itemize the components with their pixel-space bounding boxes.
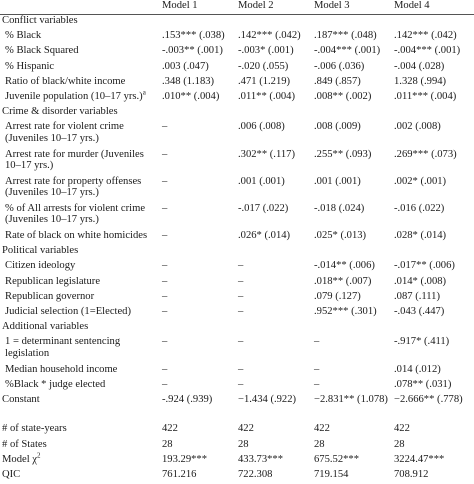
- cell-model-3: [312, 15, 392, 31]
- cell-model-1: [160, 321, 236, 336]
- cell-model-2: [236, 321, 312, 336]
- cell-model-4: .269*** (.073): [394, 148, 457, 160]
- superscript: 2: [37, 451, 41, 460]
- cell-model-2: [236, 15, 312, 31]
- header-cell-model-2: Model 2: [238, 0, 274, 11]
- cell-model-4: -.917* (.411): [394, 336, 450, 348]
- cell-model-2: –: [238, 290, 244, 302]
- cell-model-2: –: [238, 260, 244, 272]
- row-label: [0, 230, 160, 245]
- row-label: [0, 291, 160, 306]
- cell-model-4: .014 (.012): [394, 363, 441, 375]
- cell-model-4: [392, 245, 474, 260]
- table-row: [0, 409, 474, 423]
- table-row: [0, 91, 474, 106]
- section-row: [0, 106, 474, 121]
- table-row: [0, 121, 474, 148]
- cell-model-4: -.017** (.006): [394, 260, 455, 272]
- header-row: [0, 0, 474, 15]
- cell-model-1: –: [162, 275, 168, 287]
- cell-model-2: 433.73***: [238, 453, 284, 465]
- cell-model-3: −2.831** (1.078): [314, 393, 388, 405]
- header-cell-model-4: Model 4: [394, 0, 430, 11]
- cell-model-3: 675.52***: [314, 453, 360, 465]
- cell-model-2: 722.308: [238, 468, 273, 480]
- table-row: [0, 276, 474, 291]
- cell-model-1: 422: [162, 423, 178, 435]
- cell-model-1: –: [162, 378, 168, 390]
- row-label-text: # of state-years: [2, 423, 67, 435]
- row-label-text: Republican legislature: [5, 275, 101, 287]
- cell-model-1: .348 (1.183): [162, 75, 215, 87]
- cell-model-3: 422: [314, 423, 330, 435]
- cell-model-1: 761.216: [162, 468, 197, 480]
- cell-model-1: [160, 106, 236, 121]
- cell-model-2: –: [238, 275, 244, 287]
- cell-model-4: 422: [394, 423, 410, 435]
- cell-model-4: -.004*** (.001): [394, 45, 461, 57]
- table-row: [0, 176, 474, 203]
- header-cell-model-1: Model 1: [162, 0, 198, 11]
- cell-model-2: −1.434 (.922): [238, 393, 297, 405]
- cell-model-1: –: [162, 148, 168, 160]
- cell-model-1: 193.29***: [162, 453, 208, 465]
- cell-model-1: .010** (.004): [162, 90, 220, 102]
- cell-model-2: -.003* (.001): [238, 45, 294, 57]
- cell-model-1: –: [162, 260, 168, 272]
- table-row: [0, 379, 474, 394]
- cell-model-3: 28: [314, 438, 325, 450]
- cell-model-4: 28: [394, 438, 405, 450]
- cell-model-3: .255** (.093): [314, 148, 372, 160]
- cell-model-3: .187*** (.048): [314, 30, 377, 42]
- cell-model-1: –: [162, 306, 168, 317]
- cell-model-3: -.006 (.036): [314, 60, 365, 72]
- section-row: [0, 15, 474, 31]
- cell-model-3: [312, 409, 392, 423]
- cell-model-4: [392, 321, 474, 336]
- row-label: [0, 451, 160, 469]
- cell-model-2: .011** (.004): [238, 90, 295, 102]
- section-row: [0, 394, 474, 409]
- table-row: [0, 439, 474, 454]
- row-label-text: %Black * judge elected: [5, 378, 106, 390]
- table-row: [0, 306, 474, 321]
- row-label: [0, 121, 160, 148]
- cell-model-4: .028* (.014): [394, 230, 447, 242]
- cell-model-1: -.003** (.001): [162, 45, 223, 57]
- cell-model-2: –: [238, 363, 244, 375]
- cell-model-3: .018** (.007): [314, 275, 372, 287]
- row-label-text: % of All arrests for violent crime (Juveniles 10–17 yrs.): [5, 202, 146, 226]
- table-row: [0, 45, 474, 60]
- cell-model-1: .003 (.047): [162, 60, 209, 72]
- row-label-text: % Black: [5, 30, 42, 42]
- cell-model-4: .002* (.001): [394, 175, 447, 187]
- cell-model-4: [392, 409, 474, 423]
- table-row: [0, 61, 474, 76]
- cell-model-1: –: [162, 202, 168, 214]
- cell-model-3: [312, 321, 392, 336]
- row-label-text: Ratio of black/white income: [5, 75, 126, 87]
- section-label: [0, 394, 160, 409]
- row-label-text: 1 = determinant sentencing legislation: [5, 336, 121, 359]
- section-row: [0, 245, 474, 260]
- cell-model-1: .153*** (.038): [162, 30, 225, 42]
- cell-model-1: –: [162, 363, 168, 375]
- section-label: [0, 245, 160, 260]
- cell-model-3: –: [314, 336, 320, 348]
- cell-model-4: .142*** (.042): [394, 30, 457, 42]
- cell-model-2: 28: [238, 438, 249, 450]
- row-label-text: # of States: [2, 438, 47, 450]
- cell-model-2: 422: [238, 423, 254, 435]
- cell-model-2: -.017 (.022): [238, 202, 289, 214]
- section-label: [0, 106, 160, 121]
- row-label: [0, 276, 160, 291]
- table-body: [0, 15, 474, 484]
- row-label-text: Model $\chi^2$: [2, 451, 41, 465]
- row-label-text: Arrest rate for murder (Juveniles 10–17 yrs.): [5, 148, 144, 171]
- cell-model-3: [312, 106, 392, 121]
- cell-model-3: -.004*** (.001): [314, 45, 381, 57]
- cell-model-1: 28: [162, 438, 173, 450]
- row-label-text: Additional variables: [2, 321, 89, 333]
- row-label-text: Conflict variables: [2, 15, 78, 26]
- row-label-text: % Black Squared: [5, 45, 79, 57]
- cell-model-3: .079 (.127): [314, 290, 361, 302]
- row-label-text: Constant: [2, 393, 40, 405]
- cell-model-1: [160, 409, 236, 423]
- row-label-text: Crime & disorder variables: [2, 106, 118, 118]
- cell-model-4: .002 (.008): [394, 121, 441, 133]
- row-label-text: Rate of black on white homicides: [5, 230, 148, 242]
- row-label: [0, 30, 160, 45]
- cell-model-3: [312, 245, 392, 260]
- cell-model-1: [160, 245, 236, 260]
- table-row: [0, 423, 474, 438]
- cell-model-4: [392, 15, 474, 31]
- row-label-text: Median household income: [5, 363, 118, 375]
- row-label: [0, 379, 160, 394]
- header-cell-model-3: Model 3: [314, 0, 350, 11]
- table-row: [0, 76, 474, 91]
- cell-model-1: –: [162, 230, 168, 242]
- cell-model-4: .087 (.111): [394, 290, 440, 302]
- cell-model-3: .008 (.009): [314, 121, 361, 133]
- table-row: [0, 454, 474, 469]
- row-label-text: Judicial selection (1=Elected): [5, 306, 131, 317]
- cell-model-4: [392, 106, 474, 121]
- cell-model-3: –: [314, 363, 320, 375]
- cell-model-3: .952*** (.301): [314, 306, 377, 317]
- cell-model-2: –: [238, 336, 244, 348]
- row-label: [0, 364, 160, 379]
- row-label: [0, 260, 160, 275]
- cell-model-3: .025* (.013): [314, 230, 367, 242]
- cell-model-2: [236, 106, 312, 121]
- cell-model-2: -.020 (.055): [238, 60, 289, 72]
- cell-model-2: .026* (.014): [238, 230, 291, 242]
- cell-model-2: .006 (.008): [238, 121, 285, 133]
- cell-model-3: .008** (.002): [314, 90, 372, 102]
- cell-model-2: .142*** (.042): [238, 30, 301, 42]
- table-row: [0, 336, 474, 363]
- row-label: [0, 409, 160, 423]
- row-label: [0, 45, 160, 60]
- row-label-text: QIC: [2, 468, 21, 480]
- cell-model-4: -.016 (.022): [394, 202, 445, 214]
- table-row: [0, 260, 474, 275]
- header-cell-variable: [0, 0, 160, 15]
- cell-model-4: 1.328 (.994): [394, 75, 447, 87]
- row-label: [0, 469, 160, 484]
- cell-model-1: –: [162, 336, 168, 348]
- cell-model-4: -.004 (.028): [394, 60, 445, 72]
- table-row: [0, 291, 474, 306]
- row-label: [0, 423, 160, 438]
- table-row: [0, 469, 474, 484]
- row-label: [0, 76, 160, 91]
- row-label-text: % Hispanic: [5, 60, 55, 72]
- cell-model-4: .011*** (.004): [394, 90, 457, 102]
- cell-model-4: .014* (.008): [394, 275, 447, 287]
- cell-model-4: 708.912: [394, 468, 429, 480]
- cell-model-2: [236, 245, 312, 260]
- row-label-text: Political variables: [2, 245, 79, 257]
- row-label: [0, 439, 160, 454]
- row-label: [0, 306, 160, 321]
- cell-model-4: 3224.47***: [394, 453, 445, 465]
- cell-model-3: 719.154: [314, 468, 349, 480]
- cell-model-2: –: [238, 306, 244, 317]
- cell-model-3: .849 (.857): [314, 75, 361, 87]
- cell-model-3: .001 (.001): [314, 175, 361, 187]
- table-row: [0, 30, 474, 45]
- table-row: [0, 149, 474, 176]
- row-label-text: Arrest rate for violent crime (Juveniles 10–17 yrs.): [5, 121, 124, 144]
- cell-model-2: [236, 409, 312, 423]
- cell-model-2: .302** (.117): [238, 148, 295, 160]
- cell-model-4: .078** (.031): [394, 378, 452, 390]
- section-label: [0, 15, 160, 31]
- row-label: [0, 61, 160, 76]
- table-row: [0, 230, 474, 245]
- cell-model-3: –: [314, 378, 320, 390]
- cell-model-1: –: [162, 290, 168, 302]
- row-label: [0, 149, 160, 176]
- cell-model-4: -.043 (.447): [394, 306, 445, 317]
- table-header: [0, 0, 474, 15]
- cell-model-3: -.014** (.006): [314, 260, 375, 272]
- table-row: [0, 364, 474, 379]
- row-label: [0, 336, 160, 363]
- row-label-text: Republican governor: [5, 290, 95, 302]
- cell-model-2: .001 (.001): [238, 175, 285, 187]
- cell-model-1: –: [162, 121, 168, 133]
- superscript: a: [142, 88, 146, 97]
- row-label-text: Arrest rate for property offenses (Juveniles 10–17 yrs.): [5, 175, 142, 199]
- row-label: [0, 203, 160, 230]
- table-row: [0, 203, 474, 230]
- section-label: [0, 321, 160, 336]
- row-label: [0, 176, 160, 203]
- section-row: [0, 321, 474, 336]
- row-label-text: Juvenile population (10–17 yrs.)$^a$: [5, 88, 146, 102]
- cell-model-3: -.018 (.024): [314, 202, 365, 214]
- row-label: [0, 88, 160, 106]
- row-label-text: Citizen ideology: [5, 260, 76, 272]
- cell-model-1: -.924 (.939): [162, 393, 213, 405]
- cell-model-1: –: [162, 175, 168, 187]
- cell-model-2: –: [238, 378, 244, 390]
- cell-model-1: [160, 15, 236, 31]
- cell-model-4: −2.666** (.778): [394, 393, 463, 405]
- cell-model-2: .471 (1.219): [238, 75, 291, 87]
